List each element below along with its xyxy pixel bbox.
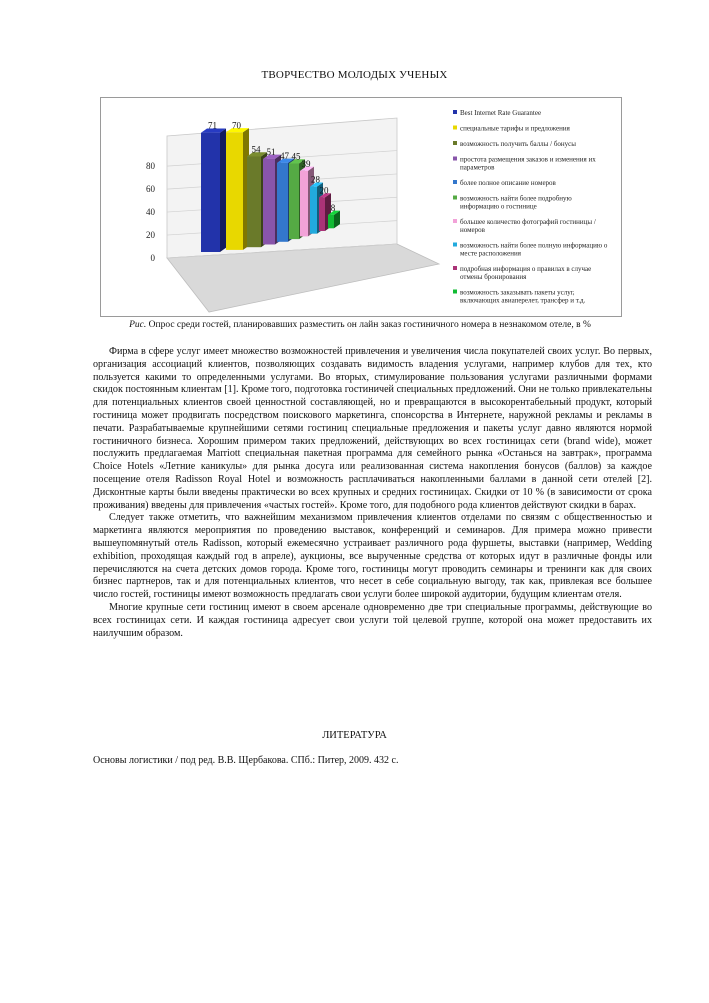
y-tick-label: 0	[150, 253, 155, 263]
bar-value-label: 54	[251, 144, 261, 155]
legend-entry: более полное описание номеров	[460, 179, 556, 187]
legend-entry: возможность найти более подробную	[460, 194, 572, 203]
caption-label: Рис.	[129, 320, 147, 330]
bar	[201, 133, 220, 252]
legend-swatch	[453, 219, 457, 223]
running-header: ТВОРЧЕСТВО МОЛОДЫХ УЧЕНЫХ	[261, 69, 448, 81]
legend-swatch	[453, 110, 457, 114]
bar	[277, 163, 288, 242]
legend-entry: подробная информация о правилах в случае	[460, 265, 592, 273]
reference-item: Основы логистики / под ред. В.В. Щербакова. СПб.: Питер, 2009. 432 с.	[93, 755, 399, 766]
chart-figure	[100, 97, 622, 317]
bar-value-label: 71	[208, 120, 217, 131]
bar-value-label: 47	[280, 150, 289, 161]
legend-entry: возможность найти более полную информацию о	[460, 241, 608, 250]
y-tick-label: 80	[146, 161, 155, 172]
legend-entry: параметров	[460, 163, 495, 172]
bar-value-label: 45	[291, 151, 301, 162]
bar-value-label: 39	[301, 158, 311, 169]
paragraph: Фирма в сфере услуг имеет множество возможностей привлечения и увеличения числа покупателей своих услуг. Во первых, организация ассоциаций клиентов, позволяющих создавать видимость владения услугами, например клубов для тех, кто пользуется какими то определенными услугами. Во вторых, стимулирование пользования услугами различными формами скидок постоянным клиентам [1]. Кроме того, подготовка гостиничей специальных предложений. Они не только привлекательны для потенциальных клиентов своей ценностной составляющей, но и превращаются в высокорентабельный продукт, который гостиница может продвигать посредством поискового маркетинга, спонсорства в Интернете, наружной рекламы и рекламы в печати. Разрабатываемые крупнейшими сетями гостиниц специальные предложения и пакеты услуг давно являются нормой гостиничного бизнеса. Хорошим примером таких предложений, действующих во всех гостиницах сети (brand wide), может послужить предлагаемая Marriott специальная пакетная программа для семейного рынка «Останься на завтрак», программа Choice Hotels «Летние каникулы» для рынка досуга или реализованная система накопления бонусов (баллов) за каждое посещение отеля Radisson Royal Hotel и возможность расплачиваться накопленными баллами в данной сети отелей [2]. Дисконтные карты были введены практически во всех крупных и средних гостиницах. Скидки от 10 % (в зависимости от срока проживания) введены для привлечения «частых гостей». Кроме того, для подобного рода клиентов действуют скидки в барах.	[93, 346, 652, 511]
bar	[300, 171, 308, 237]
legend-entry: отмены бронирования	[460, 273, 527, 281]
bar-value-label: 70	[232, 120, 241, 131]
bar	[310, 187, 317, 234]
bar	[319, 197, 325, 231]
y-tick-label: 40	[146, 207, 155, 218]
legend-swatch	[453, 126, 457, 130]
legend-entry: Best Internet Rate Guarantee	[460, 109, 542, 117]
legend-swatch	[453, 141, 457, 145]
bar-chart-3d	[101, 98, 621, 316]
body-text	[93, 346, 652, 640]
caption-text: Опрос среди гостей, планировавших разместить он лайн заказ гостиничного номера в незнакомом отеле, в %	[148, 320, 591, 330]
bar	[263, 159, 275, 245]
legend-entry: большее количество фотографий гостиницы /	[460, 218, 596, 226]
bar-side	[220, 129, 226, 252]
legend-entry: номеров	[460, 226, 485, 234]
legend-swatch	[453, 196, 457, 200]
bar-value-label: 8	[330, 202, 336, 213]
bar	[328, 215, 334, 228]
paragraph: Многие крупные сети гостиниц имеют в своем арсенале одновременно две три специальные программы, действующие во всех гостиницах сети. И каждая гостиница адресует свои услуги той целевой группе, которой она может предоставить их наилучшим образом.	[93, 601, 652, 639]
figure-caption	[60, 320, 660, 330]
legend-entry: включающих авиаперелет, трансфер и т.д.	[460, 296, 586, 305]
paragraph: Следует также отметить, что важнейшим механизмом привлечения клиентов отделами по связям с общественностью и маркетинга являются мероприятия по проведению выставок, конференций и семинаров. Для примера можно привести вышеупомянутый отель Radisson, который ежемесячно устраивает различного рода фуршеты, выставки (например, Wedding exhibition, проходящая каждый год в апреле), аукционы, все вырученные средства от которых идут в различные фонды или перечисляются на счета детских домов города. Кроме того, гостиницы могут проводить семинары и тренинги как для своих бизнес партнеров, так и для потенциальных клиентов, что несет в себе социальную выгоду, так как, привлекая все большее число гостей, гостиницы имеют возможность предлагать свои услуги более широкой аудитории, будущим клиентам отеля.	[93, 512, 652, 601]
bar	[226, 132, 243, 250]
legend-swatch	[453, 266, 457, 270]
legend-entry: возможность получить баллы / бонусы	[460, 140, 576, 148]
legend-entry: информацию о гостинице	[460, 202, 537, 211]
references-title: ЛИТЕРАТУРА	[322, 730, 387, 741]
bar-value-label: 51	[266, 146, 276, 157]
legend-entry: возможность заказывать пакеты услуг,	[460, 288, 575, 297]
legend-entry: простота размещения заказов и изменения их	[460, 155, 596, 164]
legend-entry: месте расположения	[460, 249, 521, 258]
legend-swatch	[453, 290, 457, 294]
bar	[247, 156, 261, 247]
bar-value-label: 28	[311, 174, 320, 185]
legend-swatch	[453, 157, 457, 161]
bar	[289, 164, 299, 240]
y-tick-label: 60	[146, 184, 155, 195]
legend-entry: специальные тарифы и предложения	[460, 124, 570, 133]
y-tick-label: 20	[146, 230, 155, 241]
legend-swatch	[453, 180, 457, 184]
legend-swatch	[453, 243, 457, 247]
bar-value-label: 20	[319, 185, 329, 196]
